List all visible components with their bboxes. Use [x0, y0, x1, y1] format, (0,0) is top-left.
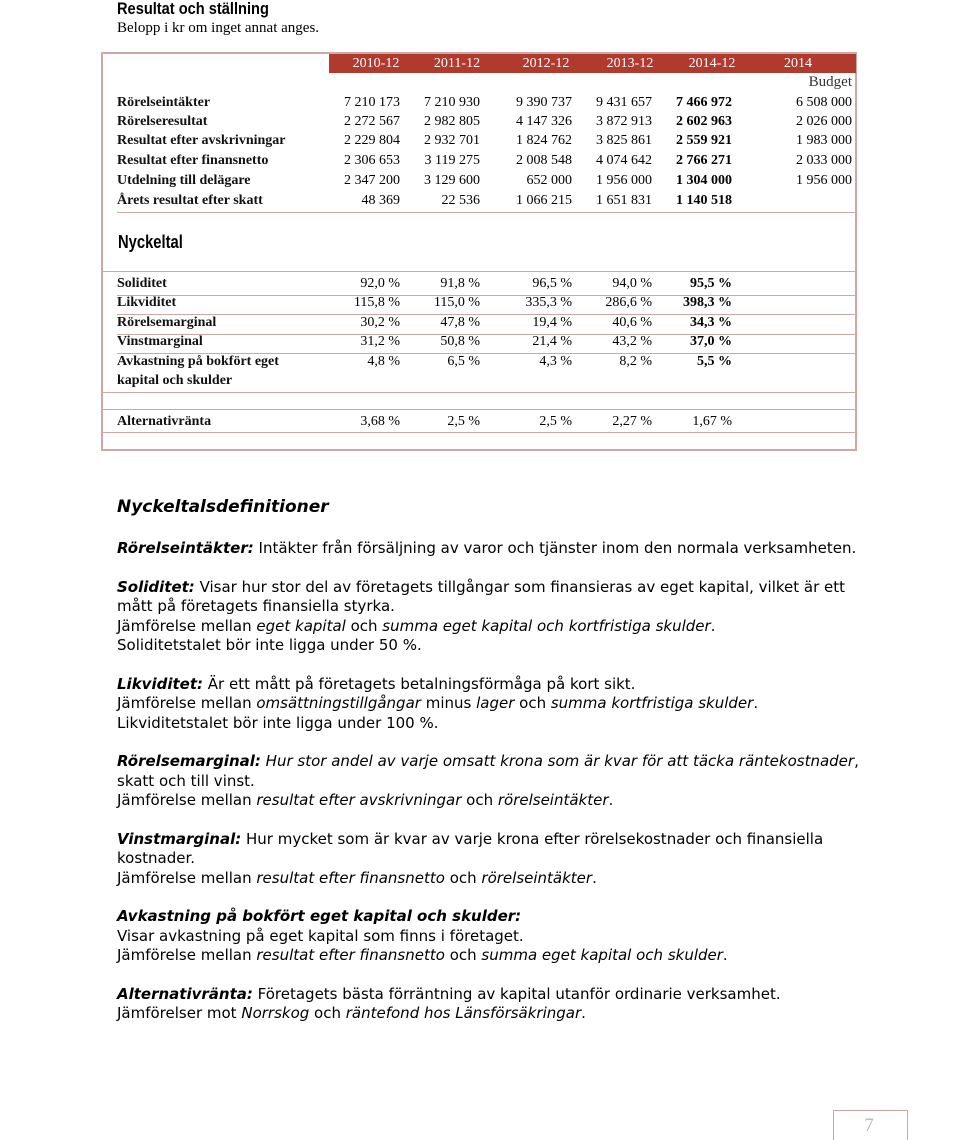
row-label: Årets resultat efter skatt	[117, 193, 263, 208]
definition-text: , skatt och till vinst.	[117, 752, 859, 790]
ratio-cell: 50,8 %	[440, 334, 480, 349]
definition-text: .	[592, 868, 597, 887]
table-cell: 3 129 600	[424, 173, 480, 188]
ratio-row	[117, 294, 855, 315]
ratio-cell: 34,3 %	[690, 315, 732, 330]
ratio-cell: 43,2 %	[612, 334, 652, 349]
row-label: Alternativränta	[117, 414, 212, 429]
definition-avkastning	[117, 907, 877, 966]
table-row	[117, 132, 855, 152]
year-header-budget: 2014	[784, 56, 812, 71]
definition-term: Likviditet:	[117, 674, 203, 693]
row-label: Rörelseintäkter	[117, 95, 211, 110]
table-cell: 2 033 000	[796, 153, 852, 168]
definition-text: och	[444, 946, 482, 964]
definition-text: resultat efter finansnetto	[256, 946, 445, 964]
table-cell: 2 229 804	[344, 133, 400, 148]
ratio-cell: 3,68 %	[360, 414, 400, 429]
row-label: Rörelseresultat	[117, 114, 208, 129]
definition-text: summa eget kapital och skulder	[481, 946, 723, 964]
definition-text: och	[345, 616, 383, 635]
table-cell: 1 983 000	[796, 133, 852, 148]
table-cell: 1 066 215	[516, 193, 572, 208]
definition-text: och	[514, 694, 551, 712]
definition-text: räntefond hos Länsförsäkringar	[345, 1004, 582, 1022]
table-cell: 2 347 200	[344, 173, 400, 188]
ratio-cell: 286,6 %	[605, 295, 652, 310]
definition-term: Rörelseintäkter:	[117, 539, 254, 557]
definition-text: Hur stor andel av varje omsatt krona som är kvar för att täcka räntekostnader	[260, 752, 855, 770]
table-cell: 1 304 000	[676, 173, 732, 188]
divider	[103, 271, 855, 272]
row-label: Avkastning på bokfört eget	[117, 354, 279, 369]
definition-text: .	[710, 616, 716, 635]
definition-text: resultat efter finansnetto	[256, 868, 445, 887]
table-cell: 2 982 805	[424, 114, 480, 129]
page-title: Resultat och ställning	[117, 0, 269, 18]
definition-text: och	[461, 791, 498, 809]
definition-text: Intäkter från försäljning av varor och tjänster inom den normala verksamheten.	[253, 539, 857, 557]
table-cell: 2 559 921	[676, 133, 732, 148]
table-row	[117, 152, 855, 172]
ratio-cell: 95,5 %	[690, 276, 732, 291]
definition-text: .	[608, 791, 614, 809]
ratio-cell: 19,4 %	[532, 315, 572, 330]
definition-text: Hur mycket som är kvar av varje krona efter rörelsekostnader och finansiella kostnader.	[117, 829, 824, 867]
row-label: Resultat efter finansnetto	[117, 153, 269, 168]
ratio-cell: 115,8 %	[353, 295, 400, 310]
table-cell: 2 008 548	[516, 153, 572, 168]
ratio-row	[117, 413, 855, 433]
definition-text: summa kortfristiga skulder	[550, 694, 754, 712]
table-cell: 1 956 000	[596, 173, 652, 188]
definition-text: Företagets bästa förräntning av kapital utanför ordinarie verksamhet.	[252, 984, 781, 1003]
definition-likviditet	[117, 675, 877, 734]
definitions-heading: Nyckeltalsdefinitioner	[117, 497, 329, 517]
year-header-2012: 2012-12	[522, 56, 570, 71]
definition-text: Visar avkastning på eget kapital som finns i företaget.	[117, 926, 524, 945]
year-header-2010: 2010-12	[352, 56, 400, 71]
ratio-cell: 40,6 %	[612, 315, 652, 330]
ratio-cell: 30,2 %	[360, 315, 400, 330]
definition-text: Jämförelse mellan	[117, 791, 257, 809]
page-header	[117, 0, 319, 37]
ratio-row	[117, 333, 855, 354]
ratio-cell: 398,3 %	[683, 295, 732, 310]
table-cell: 22 536	[441, 193, 480, 208]
table-cell: 9 390 737	[516, 95, 572, 110]
ratio-cell: 115,0 %	[433, 295, 480, 310]
definition-term: Vinstmarginal:	[117, 829, 242, 848]
ratio-cell: 2,5 %	[539, 414, 572, 429]
ratio-row	[117, 314, 855, 335]
ratio-cell: 4,3 %	[539, 354, 572, 369]
ratio-cell: 21,4 %	[532, 334, 572, 349]
definition-text: .	[722, 946, 728, 964]
row-label: Likviditet	[117, 295, 177, 310]
row-label: Resultat efter avskrivningar	[117, 133, 286, 148]
ratio-cell: 91,8 %	[440, 276, 480, 291]
table-cell: 7 210 173	[344, 95, 400, 110]
ratio-cell: 92,0 %	[360, 276, 400, 291]
row-label: Utdelning till delägare	[117, 173, 251, 188]
row-label: Rörelsemarginal	[117, 315, 217, 330]
definition-text: minus	[420, 694, 477, 712]
table-row	[117, 172, 855, 192]
ratio-cell: 94,0 %	[612, 276, 652, 291]
page-subtitle: Belopp i kr om inget annat anges.	[117, 20, 320, 36]
year-header-2013: 2013-12	[606, 56, 654, 71]
table-cell: 2 272 567	[344, 114, 400, 129]
definition-text: lager	[476, 694, 515, 712]
ratio-cell: 2,5 %	[447, 414, 480, 429]
table-row	[117, 113, 855, 133]
page-number-box	[833, 1110, 908, 1140]
definitions-section	[117, 496, 877, 1043]
table-cell: 3 119 275	[424, 153, 480, 168]
ratio-row	[117, 275, 855, 296]
table-cell: 6 508 000	[796, 95, 852, 110]
page-number: 7	[864, 1115, 874, 1136]
definition-note: Soliditetstalet bör inte ligga under 50 %.	[117, 636, 422, 654]
divider	[103, 432, 855, 433]
definition-text: och	[309, 1004, 346, 1022]
definition-soliditet	[117, 578, 877, 656]
definition-vinstmarginal	[117, 830, 877, 889]
definition-rorelseintakter	[117, 539, 877, 559]
table-cell: 652 000	[526, 173, 572, 188]
definition-text: resultat efter avskrivningar	[256, 791, 462, 809]
definition-text: rörelseintäkter	[481, 868, 593, 887]
definition-text: .	[753, 694, 759, 712]
definition-term: Alternativränta:	[117, 984, 253, 1003]
definition-alternativranta	[117, 985, 877, 1024]
table-cell: 2 932 701	[424, 133, 480, 148]
table-cell: 3 872 913	[596, 114, 652, 129]
table-cell: 2 602 963	[676, 114, 732, 129]
definition-text: Jämförelse mellan	[117, 694, 257, 712]
table-cell: 7 210 930	[424, 95, 480, 110]
table-cell: 2 306 653	[344, 153, 400, 168]
ratio-cell: 5,5 %	[697, 354, 732, 369]
ratio-cell: 6,5 %	[447, 354, 480, 369]
ratio-cell: 37,0 %	[690, 334, 732, 349]
definition-text: Jämförelse mellan	[117, 868, 257, 887]
table-cell: 2 026 000	[796, 114, 852, 129]
table-cell: 48 369	[361, 193, 400, 208]
ratio-cell: 31,2 %	[360, 334, 400, 349]
table-cell: 1 956 000	[796, 173, 852, 188]
table-cell: 9 431 657	[596, 95, 652, 110]
table-row	[117, 192, 855, 213]
definition-text: Jämförelse mellan	[117, 946, 257, 964]
definition-text: Jämförelser mot	[117, 1004, 242, 1022]
definition-term: Avkastning på bokfört eget kapital och skulder:	[117, 907, 522, 925]
ratio-cell: 8,2 %	[619, 354, 652, 369]
definition-text: omsättningstillgångar	[256, 694, 421, 712]
ratio-cell: 47,8 %	[440, 315, 480, 330]
divider	[103, 392, 855, 393]
ratio-cell: 4,8 %	[367, 354, 400, 369]
table-cell: 7 466 972	[676, 95, 732, 110]
ratio-row	[117, 353, 855, 391]
ratio-cell: 1,67 %	[692, 414, 732, 429]
budget-label: Budget	[808, 74, 852, 90]
definition-term: Soliditet:	[117, 577, 195, 596]
definition-text: Är ett mått på företagets betalningsförmåga på kort sikt.	[203, 674, 636, 693]
table-cell: 1 824 762	[516, 133, 572, 148]
row-label-continued: kapital och skulder	[117, 373, 233, 388]
nyckeltal-heading: Nyckeltal	[118, 232, 183, 252]
row-label: Soliditet	[117, 276, 167, 291]
ratio-cell: 2,27 %	[612, 414, 652, 429]
table-cell: 1 140 518	[676, 193, 732, 208]
year-header-2014: 2014-12	[688, 56, 736, 71]
row-label: Vinstmarginal	[117, 334, 203, 349]
table-cell: 3 825 861	[596, 133, 652, 148]
definition-rorelsemarginal	[117, 752, 877, 811]
definition-text: summa eget kapital och kortfristiga skulder	[382, 616, 711, 635]
ratio-cell: 96,5 %	[532, 276, 572, 291]
definition-text: .	[581, 1004, 586, 1022]
definition-text: eget kapital	[256, 616, 346, 635]
definition-text: och	[444, 868, 482, 887]
table-cell: 1 651 831	[596, 193, 652, 208]
definition-text: Visar hur stor del av företagets tillgångar som finansieras av eget kapital, vilket är ett mått på företagets finansiella styrka.	[117, 577, 846, 615]
ratio-cell: 335,3 %	[525, 295, 572, 310]
definition-term: Rörelsemarginal:	[117, 752, 261, 770]
table-row	[117, 94, 855, 114]
definition-text: rörelseintäkter	[497, 791, 609, 809]
table-cell: 2 766 271	[676, 153, 732, 168]
definition-text: Norrskog	[241, 1004, 310, 1022]
divider	[103, 409, 855, 410]
table-cell: 4 074 642	[596, 153, 652, 168]
definition-note: Likviditetstalet bör inte ligga under 100 %.	[117, 713, 439, 732]
definition-text: Jämförelse mellan	[117, 616, 257, 635]
year-header-2011: 2011-12	[433, 56, 481, 71]
table-cell: 4 147 326	[516, 114, 572, 129]
